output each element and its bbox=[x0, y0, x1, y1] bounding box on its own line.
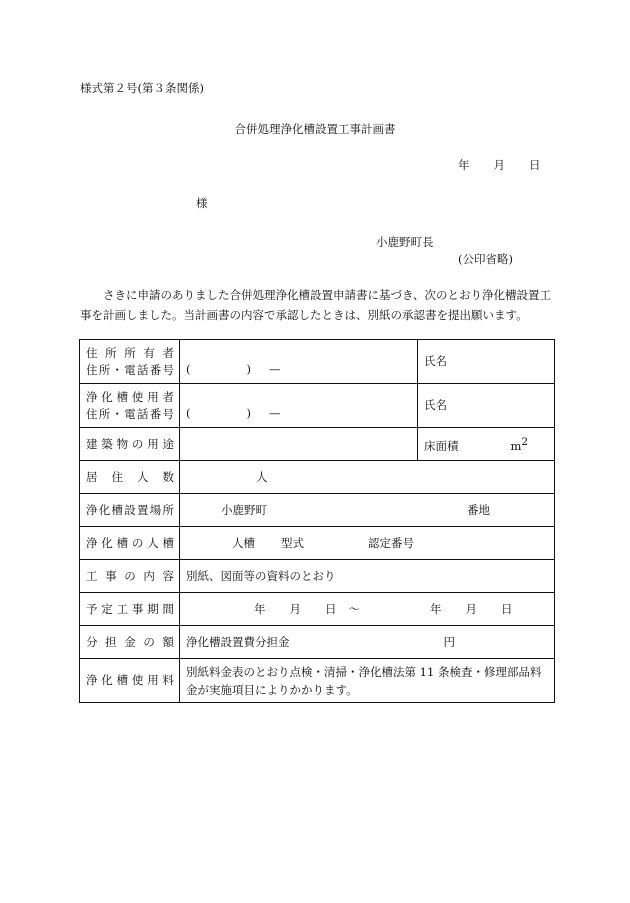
location-value: 小鹿野町 番地 bbox=[180, 494, 555, 527]
table-row bbox=[80, 593, 555, 626]
date-line bbox=[458, 157, 541, 173]
form-number: 様式第２号(第３条関係) bbox=[80, 81, 204, 95]
building-label: 建築物の用途 bbox=[80, 428, 180, 461]
user-label: 浄化槽使用者 住所・電話番号 bbox=[80, 384, 180, 428]
share-label: 分担金の額 bbox=[80, 626, 180, 659]
table-row bbox=[80, 340, 555, 384]
work-value: 別紙、図面等の資料のとおり bbox=[180, 560, 555, 593]
fee-label: 浄化槽使用料 bbox=[80, 659, 180, 703]
residents-value: 人 bbox=[180, 461, 555, 494]
date-day: 日 bbox=[529, 158, 541, 172]
table-row bbox=[80, 428, 555, 461]
capacity-label: 浄化槽の人槽 bbox=[80, 527, 180, 560]
share-value: 浄化槽設置費分担金 円 bbox=[180, 626, 555, 659]
owner-label: 住所所有者 住所・電話番号 bbox=[80, 340, 180, 384]
fee-value: 別紙料金表のとおり点検・清掃・浄化槽法第 11 条検査・修理部品料金が実施項目によりかかります。 bbox=[180, 659, 555, 703]
intro-paragraph: さきに申請のありました合併処理浄化槽設置申請書に基づき、次のとおり浄化槽設置工事を計画しました。当計画書の内容で承認したときは、別紙の承認書を提出願います。 bbox=[80, 288, 552, 322]
location-label: 浄化槽設置場所 bbox=[80, 494, 180, 527]
table-row bbox=[80, 461, 555, 494]
table-row bbox=[80, 560, 555, 593]
document-title: 合併処理浄化槽設置工事計画書 bbox=[234, 122, 396, 136]
owner-name-cell: 氏名 bbox=[418, 340, 555, 384]
period-value: 年 月 日 〜 年 月 日 bbox=[180, 593, 555, 626]
residents-label: 居住人数 bbox=[80, 461, 180, 494]
owner-address-cell: ( ) — bbox=[180, 340, 418, 384]
building-value bbox=[180, 428, 418, 461]
date-month: 月 bbox=[493, 158, 505, 172]
table-row bbox=[80, 659, 555, 703]
user-address-cell: ( ) — bbox=[180, 384, 418, 428]
issuer: 小鹿野町長 bbox=[376, 235, 434, 249]
work-label: 工事の内容 bbox=[80, 560, 180, 593]
seal-note: (公印省略) bbox=[458, 252, 513, 266]
plan-table bbox=[79, 339, 555, 703]
floor-area-cell: 床面積 m2 bbox=[418, 428, 555, 461]
user-name-cell: 氏名 bbox=[418, 384, 555, 428]
period-label: 予定工事期間 bbox=[80, 593, 180, 626]
table-row bbox=[80, 384, 555, 428]
table-row bbox=[80, 494, 555, 527]
table-row bbox=[80, 527, 555, 560]
addressee-suffix: 様 bbox=[196, 196, 208, 210]
table-row bbox=[80, 626, 555, 659]
date-year: 年 bbox=[458, 158, 470, 172]
capacity-value: 人槽 型式 認定番号 bbox=[180, 527, 555, 560]
